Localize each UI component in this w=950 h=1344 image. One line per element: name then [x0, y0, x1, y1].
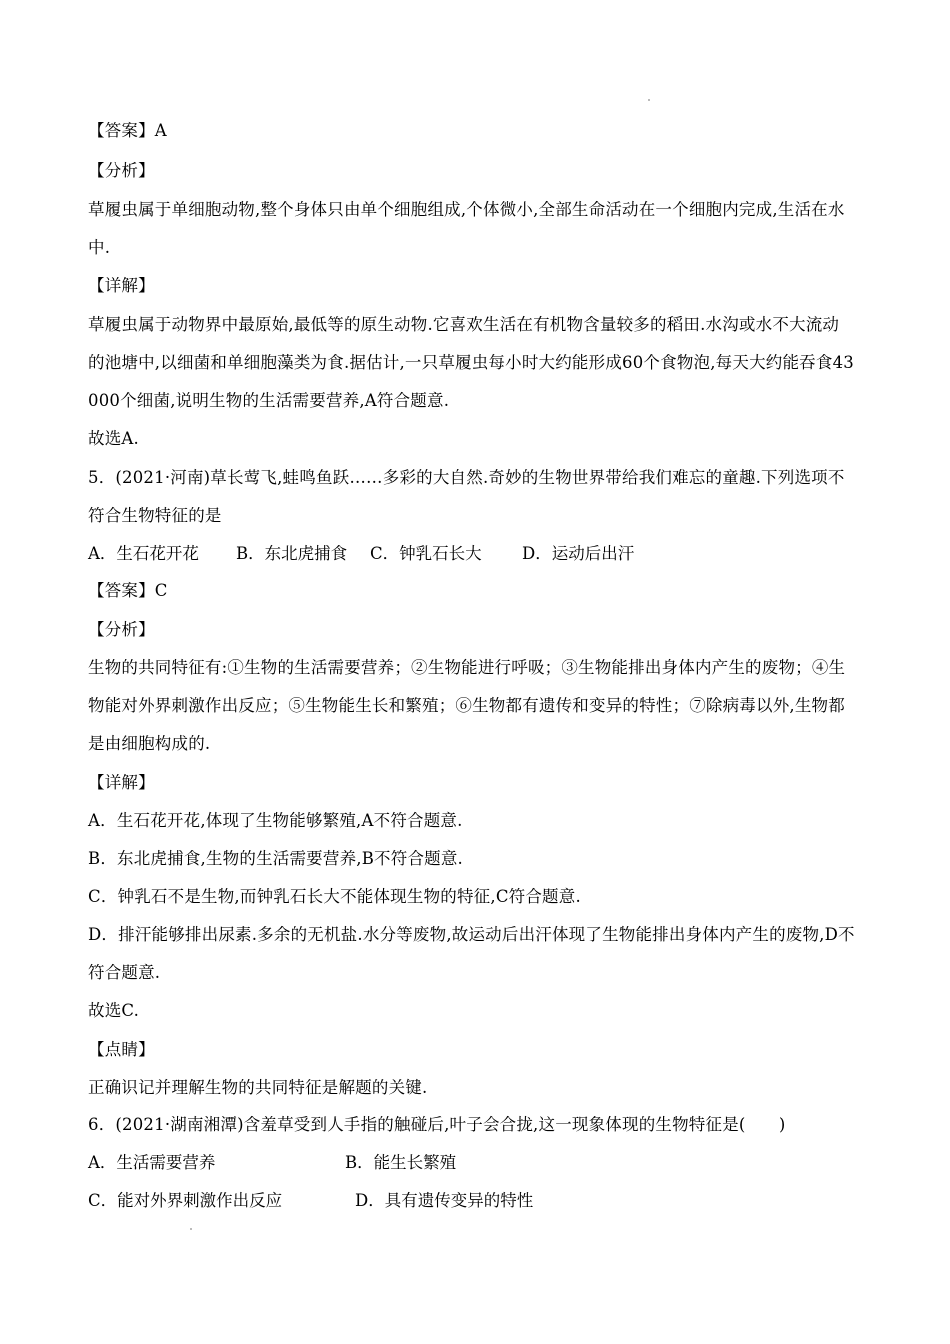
- q6-option-c: C．能对外界刺激作出反应: [88, 1191, 283, 1210]
- scan-speck: [190, 1228, 192, 1230]
- q4-detail-text: 的池塘中,以细菌和单细胞藻类为食.据估计,一只草履虫每小时大约能形成60个食物泡,每天大约能吞食43: [88, 353, 854, 372]
- q5-conclusion: 故选C.: [88, 1001, 140, 1020]
- scan-speck: [648, 99, 650, 101]
- q5-detail-option-c: C．钟乳石不是生物,而钟乳石长大不能体现生物的特征,C符合题意.: [88, 887, 581, 906]
- q5-option-a: A．生石花开花: [88, 544, 199, 563]
- q5-answer: 【答案】C: [88, 581, 168, 600]
- q5-stem: 符合生物特征的是: [88, 506, 222, 525]
- q4-analysis-text: 草履虫属于单细胞动物,整个身体只由单个细胞组成,个体微小,全部生命活动在一个细胞内完成,生活在水: [88, 200, 845, 219]
- q5-comment-heading: 【点睛】: [88, 1040, 155, 1059]
- q5-detail-option-d: D．排汗能够排出尿素.多余的无机盐.水分等废物,故运动后出汗体现了生物能排出身体内产生的废物,D不: [88, 925, 855, 944]
- q4-detail-text: 000个细菌,说明生物的生活需要营养,A符合题意.: [88, 391, 450, 410]
- q4-detail-text: 草履虫属于动物界中最原始,最低等的原生动物.它喜欢生活在有机物含量较多的稻田.水沟或水不大流动: [88, 315, 840, 334]
- q5-option-d: D．运动后出汗: [522, 544, 635, 563]
- q5-detail-option-a: A．生石花开花,体现了生物能够繁殖,A不符合题意.: [88, 811, 463, 830]
- q4-detail-heading: 【详解】: [88, 276, 155, 295]
- q6-option-b: B．能生长繁殖: [345, 1153, 457, 1172]
- q4-analysis-text: 中.: [88, 238, 111, 257]
- q5-analysis-text: 是由细胞构成的.: [88, 734, 211, 753]
- q5-stem: 5．(2021·河南)草长莺飞,蛙鸣鱼跃……多彩的大自然.奇妙的生物世界带给我们难忘的童趣.下列选项不: [88, 468, 845, 487]
- q5-detail-option-d: 符合题意.: [88, 963, 161, 982]
- q6-stem: 6．(2021·湖南湘潭)含羞草受到人手指的触碰后,叶子会合拢,这一现象体现的生物特征是( ): [88, 1115, 786, 1134]
- q5-detail-heading: 【详解】: [88, 773, 155, 792]
- q5-detail-option-b: B．东北虎捕食,生物的生活需要营养,B不符合题意.: [88, 849, 463, 868]
- q4-conclusion: 故选A.: [88, 429, 139, 448]
- q5-analysis-text: 生物的共同特征有:①生物的生活需要营养；②生物能进行呼吸；③生物能排出身体内产生的废物；④生: [88, 658, 846, 677]
- q6-option-a: A．生活需要营养: [88, 1153, 216, 1172]
- q5-option-b: B．东北虎捕食: [236, 544, 348, 563]
- q6-option-d: D．具有遗传变异的特性: [355, 1191, 534, 1210]
- q4-analysis-heading: 【分析】: [88, 161, 155, 180]
- q4-answer: 【答案】A: [88, 121, 167, 140]
- q5-option-c: C．钟乳石长大: [370, 544, 482, 563]
- q5-comment: 正确识记并理解生物的共同特征是解题的关键.: [88, 1078, 428, 1097]
- q5-analysis-text: 物能对外界刺激作出反应；⑤生物能生长和繁殖；⑥生物都有遗传和变异的特性；⑦除病毒以外,生物都: [88, 696, 845, 715]
- q5-analysis-heading: 【分析】: [88, 620, 155, 639]
